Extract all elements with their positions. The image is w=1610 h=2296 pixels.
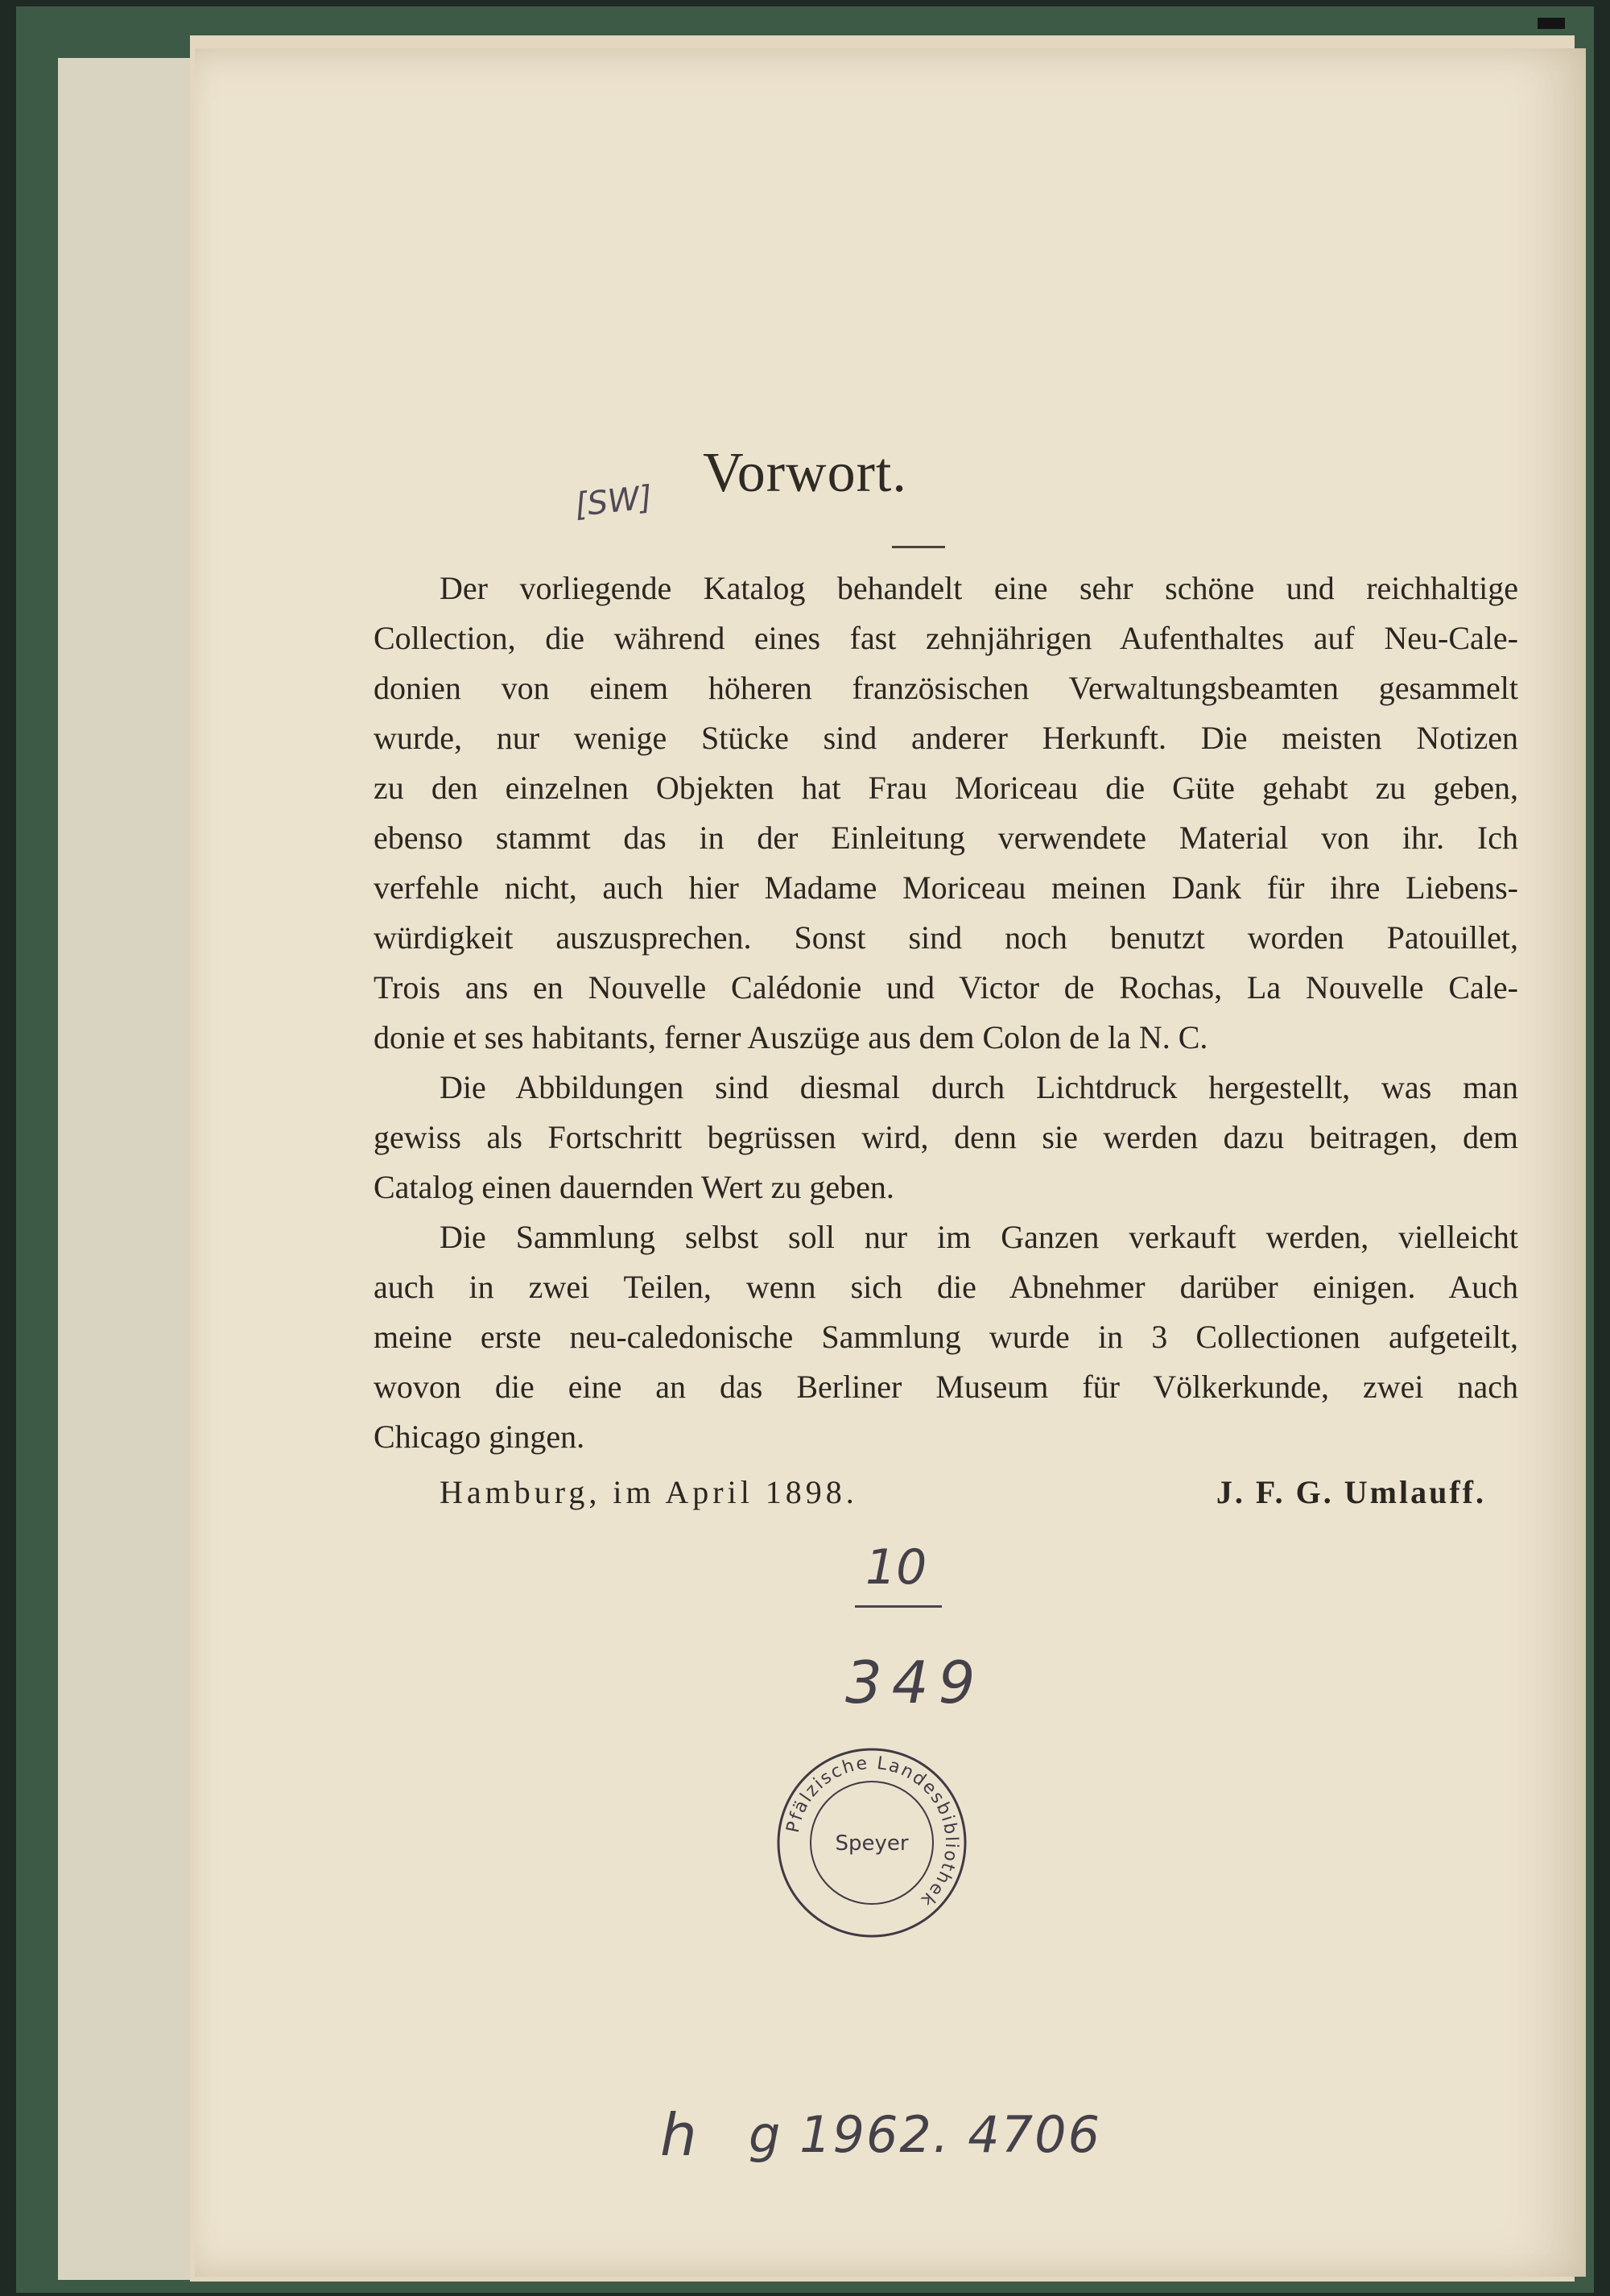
margin-note: [SW] xyxy=(572,479,654,524)
text-line: Der vorliegende Katalog behandelt eine sehr schöne und reichhaltige xyxy=(440,570,1518,606)
text-line: Trois ans en Nouvelle Calédonie und Victor de Rochas, La Nouvelle Cale- xyxy=(374,969,1518,1006)
text-line: Catalog einen dauernden Wert zu geben. xyxy=(374,1169,894,1205)
text-line: wovon die eine an das Berliner Museum für Völkerkunde, zwei nach xyxy=(374,1369,1518,1405)
text-line: donie et ses habitants, ferner Auszüge aus dem Colon de la N. C. xyxy=(374,1019,1208,1055)
library-stamp xyxy=(774,1745,969,1940)
text-line: auch in zwei Teilen, wenn sich die Abnehmer darüber einigen. Auch xyxy=(374,1269,1518,1305)
text-line: Die Abbildungen sind diesmal durch Lichtdruck hergestellt, was man xyxy=(440,1069,1518,1105)
text-line: verfehle nicht, auch hier Madame Moriceau meinen Dank für ihre Liebens- xyxy=(374,869,1518,906)
page-title: Vorwort. xyxy=(703,442,907,504)
cover-corner xyxy=(1538,18,1565,29)
handwritten-number: 10 xyxy=(865,1539,927,1596)
text-line: wurde, nur wenige Stücke sind anderer Herkunft. Die meisten Notizen xyxy=(374,720,1518,756)
text-line: zu den einzelnen Objekten hat Frau Moriceau die Güte gehabt zu geben, xyxy=(374,770,1518,806)
text-line: Collection, die während eines fast zehnjährigen Aufenthaltes auf Neu-Cale- xyxy=(374,620,1518,656)
handwritten-number: 349 xyxy=(845,1649,985,1716)
preface-body xyxy=(374,564,1518,1462)
text-line: gewiss als Fortschritt begrüssen wird, denn sie werden dazu beitragen, dem xyxy=(374,1119,1518,1155)
signature-row xyxy=(440,1473,1486,1511)
text-line: würdigkeit auszusprechen. Sonst sind noch benutzt worden Patouillet, xyxy=(374,919,1518,956)
text-line: Chicago gingen. xyxy=(374,1418,585,1455)
handwritten-rule xyxy=(855,1605,942,1608)
text-line: meine erste neu-caledonische Sammlung wurde in 3 Collectionen aufgeteilt, xyxy=(374,1319,1518,1355)
handwritten-mark: h xyxy=(660,2101,697,2169)
title-rule xyxy=(892,546,945,548)
text-line: donien von einem höheren französischen Verwaltungsbeamten gesammelt xyxy=(374,670,1518,706)
signer-name: J. F. G. Umlauff. xyxy=(1216,1474,1486,1510)
stamp-outer-text: Pfälzische Landesbibliothek xyxy=(782,1753,962,1911)
text-line: Die Sammlung selbst soll nur im Ganzen verkauft werden, vielleicht xyxy=(440,1219,1518,1255)
text-line: ebenso stammt das in der Einleitung verwendete Material von ihr. Ich xyxy=(374,820,1518,856)
stamp-center-text: Speyer xyxy=(835,1831,909,1856)
shelfmark: g 1962. 4706 xyxy=(749,2105,1102,2164)
place-date: Hamburg, im April 1898. xyxy=(440,1474,858,1510)
